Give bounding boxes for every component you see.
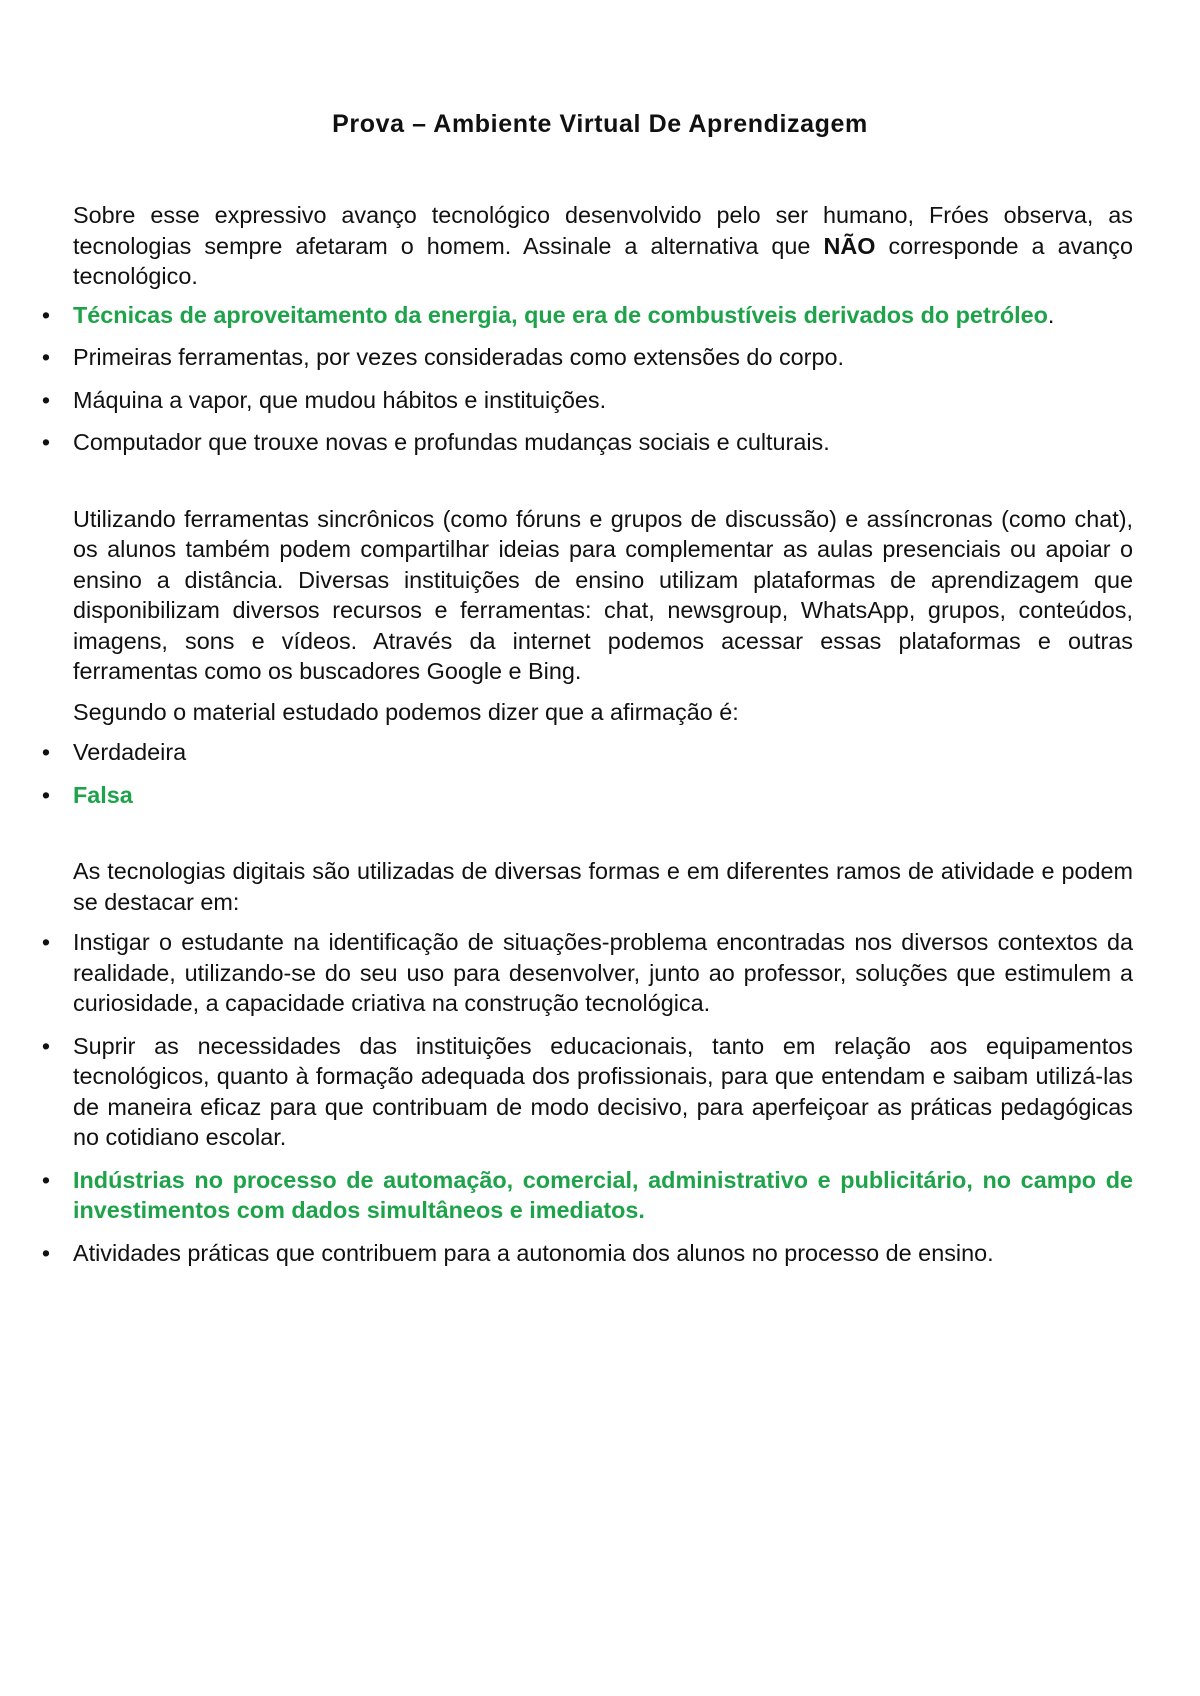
question-2 bbox=[41, 504, 1133, 811]
option-text: Atividades práticas que contribuem para a autonomia dos alunos no processo de ensino. bbox=[73, 1239, 994, 1266]
option-text-correct: Indústrias no processo de automação, comercial, administrativo e publicitário, no campo de investimentos com dados simultâneos e imediatos. bbox=[73, 1166, 1133, 1223]
bullet-icon: • bbox=[41, 1032, 51, 1059]
question-3-options bbox=[41, 927, 1133, 1268]
question-1-option-4 bbox=[41, 427, 1133, 458]
question-3 bbox=[41, 856, 1133, 1268]
question-3-option-2 bbox=[41, 1031, 1133, 1153]
question-1-prompt-emphasis: NÃO bbox=[823, 232, 876, 259]
question-3-prompt: As tecnologias digitais são utilizadas de diversas formas e em diferentes ramos de atividade e podem se destacar em: bbox=[73, 858, 1133, 915]
question-1-prompt bbox=[73, 200, 1133, 292]
question-1-option-2 bbox=[41, 342, 1133, 373]
question-3-option-1 bbox=[41, 927, 1133, 1019]
question-1-option-3 bbox=[41, 385, 1133, 416]
bullet-icon: • bbox=[41, 1239, 51, 1266]
option-text: Computador que trouxe novas e profundas mudanças sociais e culturais. bbox=[73, 429, 830, 455]
bullet-icon: • bbox=[41, 781, 51, 808]
question-1-option-1 bbox=[41, 300, 1133, 331]
page-title: Prova – Ambiente Virtual De Aprendizagem bbox=[332, 110, 868, 138]
question-3-option-4 bbox=[41, 1238, 1133, 1269]
option-text-correct: Falsa bbox=[73, 781, 133, 808]
option-text: Máquina a vapor, que mudou hábitos e instituições. bbox=[73, 386, 607, 413]
bullet-icon: • bbox=[41, 386, 51, 413]
option-text: Instigar o estudante na identificação de situações-problema encontradas nos diversos contextos da realidade, utilizando-se do seu uso para desenvolver, junto ao professor, soluções que estimulem a curiosidade, a capacidade criativa na construção tecnológica. bbox=[73, 929, 1133, 1016]
bullet-icon: • bbox=[41, 344, 51, 370]
question-1-prompt-text: Sobre esse expressivo avanço tecnológico desenvolvido pelo ser humano, Fróes observa, as tecnologias sempre afetaram o homem. Assinale a alternativa que bbox=[73, 202, 1133, 259]
question-1 bbox=[41, 200, 1133, 458]
option-text-correct: Técnicas de aproveitamento da energia, que era de combustíveis derivados do petróleo bbox=[73, 301, 1048, 328]
bullet-icon: • bbox=[41, 429, 51, 455]
question-3-option-3 bbox=[41, 1165, 1133, 1226]
question-2-subprompt: Segundo o material estudado podemos dizer que a afirmação é: bbox=[73, 698, 739, 725]
question-2-option-1 bbox=[41, 737, 1133, 768]
bullet-icon: • bbox=[41, 929, 51, 955]
question-2-option-2 bbox=[41, 780, 1133, 811]
option-text: Suprir as necessidades das instituições educacionais, tanto em relação aos equipamentos tecnológicos, quanto à formação adequada dos profissionais, para que entendam e saibam utilizá-las de maneira eficaz para que contribuam de modo decisivo, para aperfeiçoar as práticas pedagógicas no cotidiano escolar. bbox=[73, 1032, 1133, 1150]
document-content bbox=[41, 200, 1133, 1280]
question-1-prompt-tail: corresponde a avanço tecnológico. bbox=[73, 232, 1133, 289]
option-suffix: . bbox=[1047, 301, 1055, 328]
question-2-options bbox=[41, 737, 1133, 810]
bullet-icon: • bbox=[41, 1166, 51, 1193]
option-text: Verdadeira bbox=[73, 739, 187, 765]
option-text: Primeiras ferramentas, por vezes consideradas como extensões do corpo. bbox=[73, 344, 844, 370]
question-2-prompt: Utilizando ferramentas sincrônicos (como fóruns e grupos de discussão) e assíncronas (como chat), os alunos também podem compartilhar ideias para complementar as aulas presenciais ou apoiar o ensino a distância. Diversas instituições de ensino utilizam plataformas de aprendizagem que disponibilizam diversos recursos e ferramentas: chat, newsgroup, WhatsApp, grupos, conteúdos, imagens, sons e vídeos. Através da internet podemos acessar essas plataformas e outras ferramentas como os buscadores Google e Bing. bbox=[73, 505, 1133, 684]
bullet-icon: • bbox=[41, 739, 51, 765]
bullet-icon: • bbox=[41, 301, 51, 328]
question-1-options bbox=[41, 300, 1133, 458]
